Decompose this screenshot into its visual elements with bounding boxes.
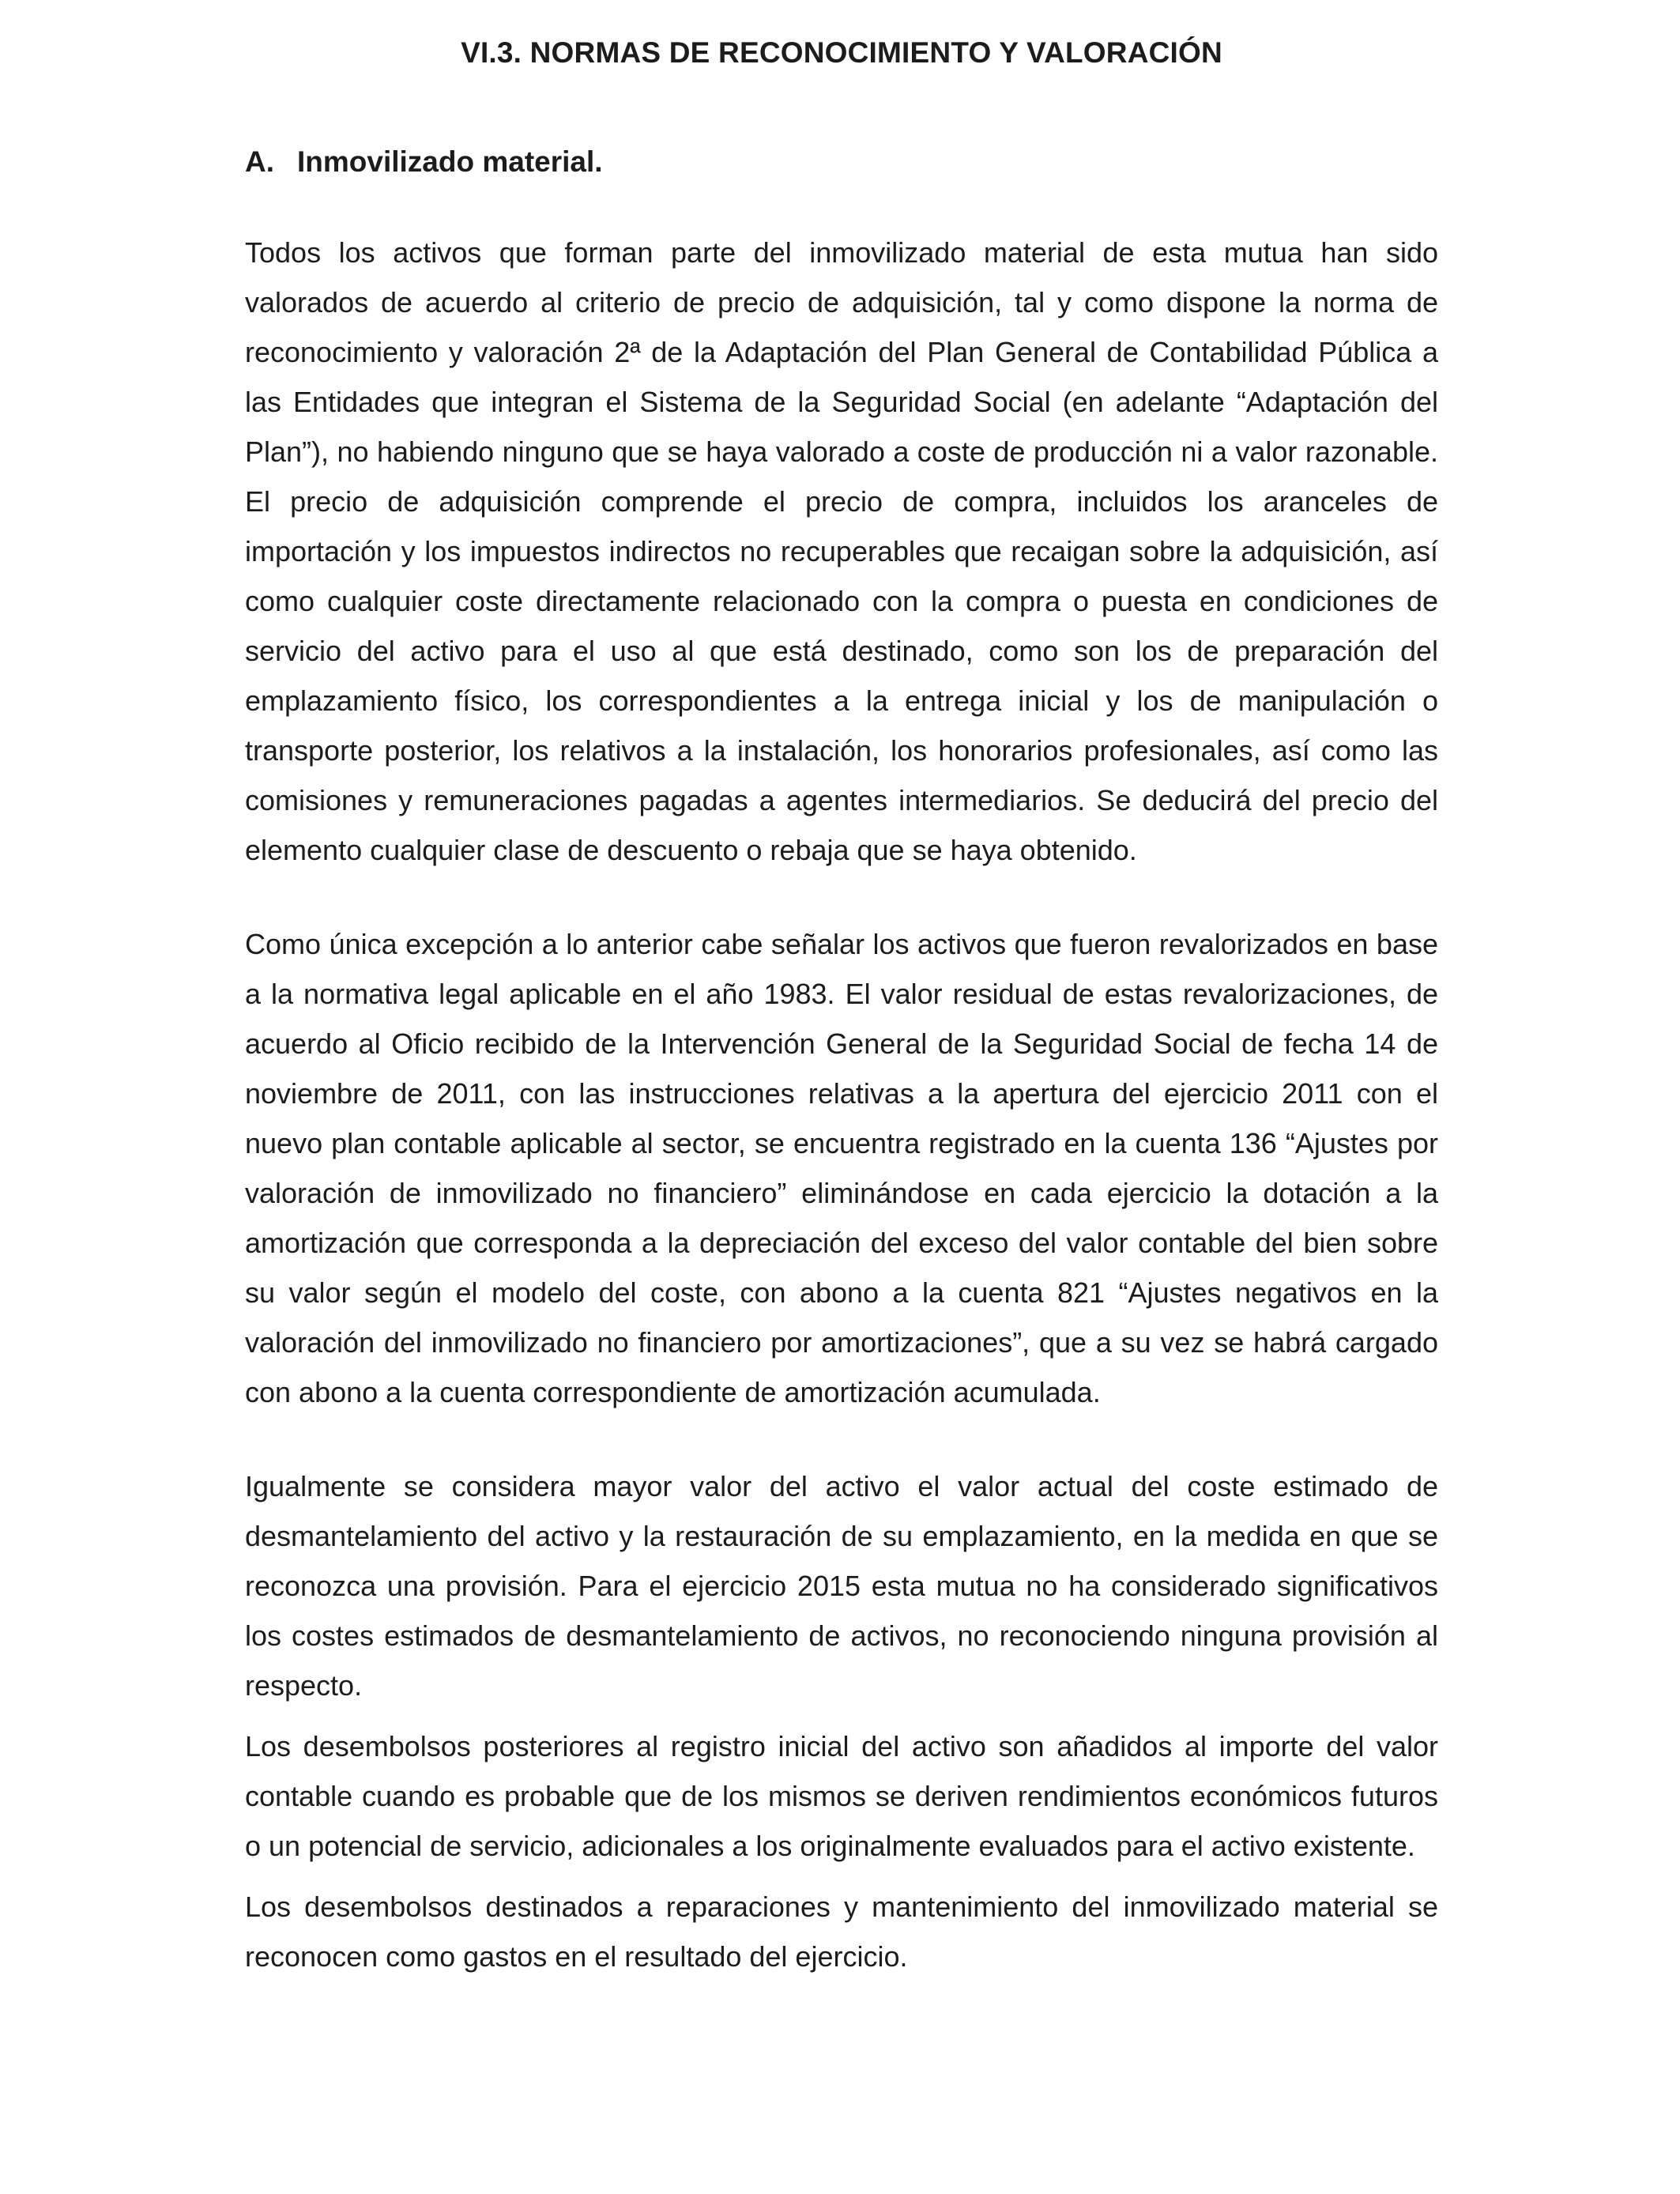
section-label: A. xyxy=(245,145,274,178)
section-heading xyxy=(245,145,1438,179)
document-title: VI.3. NORMAS DE RECONOCIMIENTO Y VALORACIÓN xyxy=(461,36,1222,69)
paragraph-acquisition-cost: Todos los activos que forman parte del inmovilizado material de esta mutua han sido valorados de acuerdo al criterio de precio de adquisición, tal y como dispone la norma de reconocimiento y valoración 2ª de la Adaptación del Plan General de Contabilidad Pública a las Entidades que integran el Sistema de la Seguridad Social (en adelante “Adaptación del Plan”), no habiendo ninguno que se haya valorado a coste de producción ni a valor razonable. El precio de adquisición comprende el precio de compra, incluidos los aranceles de importación y los impuestos indirectos no recuperables que recaigan sobre la adquisición, así como cualquier coste directamente relacionado con la compra o puesta en condiciones de servicio del activo para el uso al que está destinado, como son los de preparación del emplazamiento físico, los correspondientes a la entrega inicial y los de manipulación o transporte posterior, los relativos a la instalación, los honorarios profesionales, así como las comisiones y remuneraciones pagadas a agentes intermediarios. Se deducirá del precio del elemento cualquier clase de descuento o rebaja que se haya obtenido. xyxy=(245,236,1438,866)
paragraph-revaluation-exception: Como única excepción a lo anterior cabe señalar los activos que fueron revalorizados en base a la normativa legal aplicable en el año 1983. El valor residual de estas revalorizaciones, de acuerdo al Oficio recibido de la Intervención General de la Seguridad Social de fecha 14 de noviembre de 2011, con las instrucciones relativas a la apertura del ejercicio 2011 con el nuevo plan contable aplicable al sector, se encuentra registrado en la cuenta 136 “Ajustes por valoración de inmovilizado no financiero” eliminándose en cada ejercicio la dotación a la amortización que corresponda a la depreciación del exceso del valor contable del bien sobre su valor según el modelo del coste, con abono a la cuenta 821 “Ajustes negativos en la valoración del inmovilizado no financiero por amortizaciones”, que a su vez se habrá cargado con abono a la cuenta correspondiente de amortización acumulada. xyxy=(245,928,1438,1408)
paragraph-repairs-maintenance: Los desembolsos destinados a reparaciones y mantenimiento del inmovilizado material se reconocen como gastos en el resultado del ejercicio. xyxy=(245,1891,1438,1973)
paragraph-subsequent-disbursements: Los desembolsos posteriores al registro inicial del activo son añadidos al importe del valor contable cuando es probable que de los mismos se deriven rendimientos económicos futuros o un potencial de servicio, adicionales a los originalmente evaluados para el activo existente. xyxy=(245,1730,1438,1862)
paragraph-dismantling-cost: Igualmente se considera mayor valor del activo el valor actual del coste estimado de desmantelamiento del activo y la restauración de su emplazamiento, en la medida en que se reconozca una provisión. Para el ejercicio 2015 esta mutua no ha considerado significativos los costes estimados de desmantelamiento de activos, no reconociendo ninguna provisión al respecto. xyxy=(245,1470,1438,1702)
section-heading-text: Inmovilizado material. xyxy=(297,145,603,178)
